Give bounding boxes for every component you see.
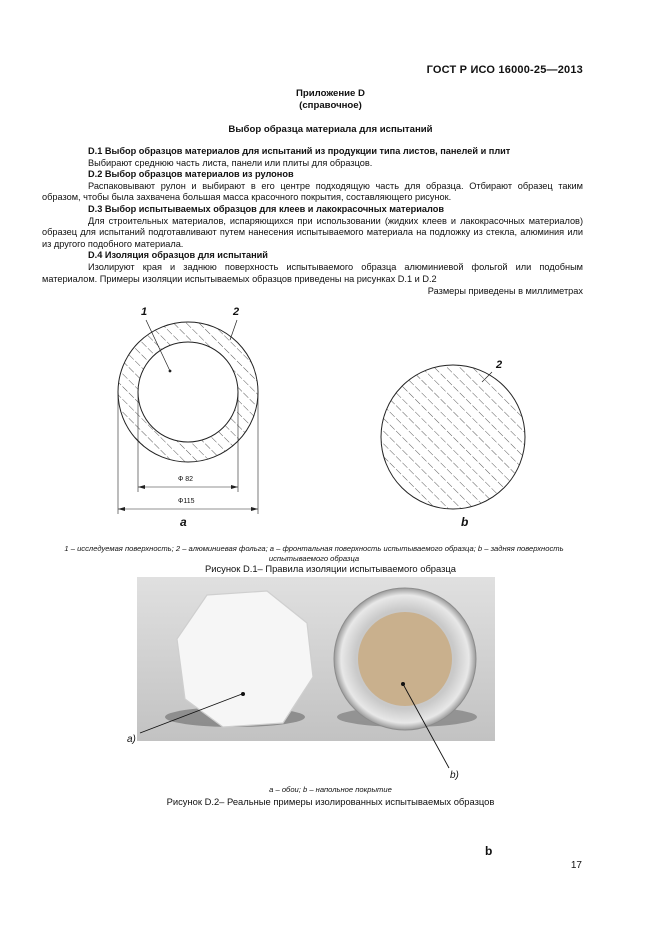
figure-d2-label-a: a) (127, 734, 136, 745)
appendix-heading: Выбор образца материала для испытаний (228, 124, 433, 135)
figure-d1-label-2b: 2 (496, 359, 503, 371)
figure-d2-legend: a – обои; b – напольное покрытие (269, 785, 392, 794)
page-number: 17 (570, 860, 582, 871)
dimension-inner: Ф 82 (178, 476, 194, 483)
test-surface (138, 342, 238, 442)
figure-d1-caption: Рисунок D.1– Правила изоляции испытываемого образца (204, 563, 457, 574)
section-text-d3: Для строительных материалов, испаряющихся при использовании (жидких клеев и лакокрасочных материалов) образец для испытаний подготавливают путем нанесения испытываемого материала на подложку из стекла, алюминия или из другого подобного материала. (42, 215, 583, 249)
document-standard-header: ГОСТ Р ИСО 16000-25—2013 (426, 64, 583, 76)
appendix-kind: (справочное) (299, 100, 362, 111)
figure-d2-leaders (120, 680, 470, 790)
figure-d1-legend: 1 – исследуемая поверхность; 2 – алюминиевая фольга; a – фронтальная поверхность испытываемого образца; b – задняя поверхность испытываемого образца (64, 544, 564, 563)
stray-letter-b: b (485, 844, 493, 858)
figure-d1-drawing (100, 300, 560, 540)
dimensions-note: Размеры приведены в миллиметрах (427, 286, 583, 296)
section-heading-d4: D.4 Изоляция образцов для испытаний (88, 250, 268, 261)
back-foil-disc (381, 365, 525, 509)
figure-d1-label-1: 1 (141, 306, 148, 318)
figure-d2-label-b: b) (450, 770, 459, 781)
section-text-d1: Выбирают среднюю часть листа, панели или плиты для образцов. (88, 157, 373, 168)
section-heading-d3: D.3 Выбор испытываемых образцов для клеев и лакокрасочных материалов (88, 203, 444, 214)
section-heading-d1: D.1 Выбор образцов материалов для испытаний из продукции типа листов, панелей и плит (88, 146, 511, 156)
section-text-d4: Изолируют края и заднюю поверхность испытываемого образца алюминиевой фольгой или подобным материалом. Примеры изоляции испытываемых образцов приведены на рисунках D.1 и D.2 (42, 261, 583, 284)
figure-d1-sub-b: b (461, 515, 469, 529)
section-text-d2: Распаковывают рулон и выбирают в его центре подходящую часть для образца. Отбирают образец таким образом, чтобы была захвачена большая масса красочного покрытия, составляющего рисунок. (42, 180, 583, 203)
appendix-title: Приложение D (296, 88, 365, 99)
figure-d1-sub-a: a (180, 515, 187, 529)
figure-d2-caption: Рисунок D.2– Реальные примеры изолированных испытываемых образцов (166, 796, 495, 807)
dimension-outer: Ф115 (178, 498, 195, 505)
figure-d1-label-2a: 2 (233, 306, 240, 318)
appendix-body (42, 146, 583, 285)
section-heading-d2: D.2 Выбор образцов материалов из рулонов (88, 169, 294, 180)
